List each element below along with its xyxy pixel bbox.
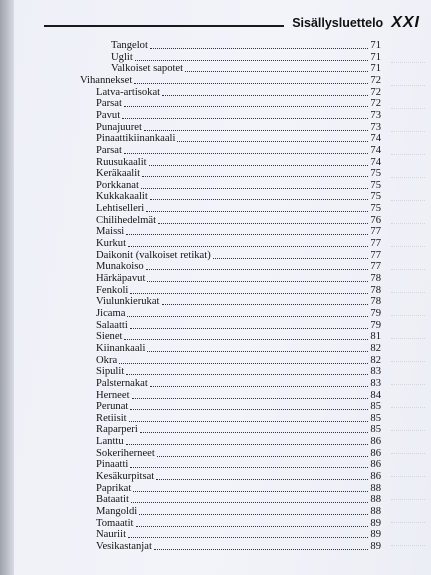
toc-entry	[96, 273, 381, 285]
dot-leader	[128, 537, 368, 538]
toc-entry-label: Pavut	[96, 109, 121, 121]
toc-entry	[96, 145, 381, 157]
toc-entry-label: Kesäkurpitsat	[96, 471, 155, 483]
toc-entry-page: 88	[370, 482, 381, 494]
toc-entry	[96, 390, 381, 402]
show-through-line	[391, 63, 425, 86]
toc-entry-page: 79	[370, 319, 381, 331]
toc-entry	[96, 436, 381, 448]
toc-entry-page: 86	[370, 447, 381, 459]
toc-entry-label: Kiinankaali	[96, 342, 146, 354]
show-through-line	[391, 155, 425, 178]
dot-leader	[141, 188, 368, 189]
toc-entry-page: 72	[370, 86, 381, 98]
toc-entry	[96, 483, 381, 495]
show-through-line	[391, 454, 425, 477]
toc-entry	[111, 52, 381, 64]
toc-entry	[96, 122, 381, 134]
dot-leader	[119, 363, 368, 364]
dot-leader	[124, 339, 368, 340]
toc-entry-page: 77	[370, 261, 381, 273]
toc-entry-label: Sipulit	[96, 366, 125, 378]
toc-entry-label: Härkäpavut	[96, 273, 146, 284]
toc-entry-label: Herneet	[96, 389, 130, 401]
toc-entry	[96, 168, 381, 180]
toc-entry-page: 73	[370, 121, 381, 133]
toc-entry	[96, 191, 381, 203]
toc-entry	[96, 401, 381, 413]
page-gutter-shadow	[0, 0, 14, 575]
toc-entry-label: Perunat	[96, 401, 129, 413]
dot-leader	[130, 409, 368, 410]
toc-entry-label: Palsternakat	[96, 377, 148, 389]
toc-entry-page: 71	[370, 51, 381, 63]
dot-leader	[126, 444, 369, 445]
toc-entry-label: Raparperi	[96, 424, 138, 436]
toc-entry-label: Lanttu	[96, 436, 124, 448]
dot-leader	[162, 304, 369, 305]
toc-entry	[96, 157, 381, 169]
toc-entry	[96, 506, 381, 518]
toc-entry-label: Vihannekset	[80, 74, 133, 86]
dot-leader	[124, 106, 369, 107]
dot-leader	[157, 456, 369, 457]
toc-entry-page: 72	[370, 98, 381, 110]
toc-entry-label: Parsat	[96, 144, 122, 156]
page-number: XXI	[391, 14, 420, 31]
dot-leader	[127, 316, 368, 317]
toc-entry-page: 71	[370, 40, 381, 51]
page-title: Sisällysluettelo	[292, 16, 384, 30]
show-through-line	[391, 385, 425, 408]
toc-entry-label: Latva-artisokat	[96, 86, 161, 98]
toc-entry-page: 89	[370, 540, 381, 552]
toc-entry-label: Retiisit	[96, 412, 127, 424]
dot-leader	[136, 526, 369, 527]
toc-entry-label: Jicama	[96, 307, 126, 319]
toc-entry	[96, 308, 381, 320]
dot-leader	[147, 281, 368, 282]
show-through-line	[391, 178, 425, 201]
dot-leader	[154, 549, 369, 550]
toc-entry-page: 76	[370, 214, 381, 226]
running-header	[44, 10, 420, 32]
dot-leader	[130, 467, 368, 468]
dot-leader	[147, 351, 368, 352]
toc-entry-label: Uglit	[111, 51, 133, 63]
toc-entry-page: 77	[370, 238, 381, 250]
toc-entry	[96, 238, 381, 250]
show-through-line	[391, 362, 425, 385]
toc-entry	[111, 40, 381, 52]
toc-entry-page: 82	[370, 342, 381, 354]
show-through-line	[391, 500, 425, 523]
dot-leader	[185, 71, 368, 72]
toc-entry-label: Valkoiset sapotet	[111, 63, 184, 75]
dot-leader	[139, 514, 368, 515]
dot-leader	[140, 432, 369, 433]
toc-entry	[96, 529, 381, 541]
show-through-lines	[391, 40, 425, 560]
toc-entry-page: 81	[370, 331, 381, 343]
dot-leader	[158, 223, 368, 224]
dot-leader	[130, 328, 369, 329]
toc-entry-label: Tomaatit	[96, 517, 134, 529]
toc-entry-page: 77	[370, 249, 381, 261]
toc-entry-label: Kurkut	[96, 238, 127, 250]
toc-entry-label: Porkkanat	[96, 179, 139, 191]
toc-entry-label: Okra	[96, 354, 118, 366]
show-through-line	[391, 339, 425, 362]
dot-leader	[162, 95, 368, 96]
toc-entry-page: 89	[370, 529, 381, 541]
dot-leader	[146, 211, 368, 212]
toc-entry-page: 75	[370, 203, 381, 215]
toc-entry-page: 75	[370, 179, 381, 191]
dot-leader	[144, 130, 369, 131]
toc-entry	[96, 424, 381, 436]
toc-entry	[96, 343, 381, 355]
toc-entry-label: Viulunkierukat	[96, 296, 160, 308]
dot-leader	[156, 479, 368, 480]
toc-entry-page: 82	[370, 354, 381, 366]
show-through-line	[391, 523, 425, 546]
show-through-line	[391, 270, 425, 293]
toc-entry-label: Maissi	[96, 226, 125, 238]
dot-leader	[146, 269, 369, 270]
toc-entry-page: 86	[370, 436, 381, 448]
toc-entry	[111, 63, 381, 75]
toc-entry	[96, 355, 381, 367]
toc-entry-label: Lehtiselleri	[96, 203, 145, 215]
toc-entry-label: Bataatit	[96, 494, 129, 506]
toc-entry-label: Nauriit	[96, 529, 127, 541]
dot-leader	[126, 374, 368, 375]
toc-entry-label: Punajuuret	[96, 121, 142, 133]
toc-entry-page: 89	[370, 517, 381, 529]
show-through-line	[391, 109, 425, 132]
toc-entry-page: 74	[370, 133, 381, 145]
toc-entry-page: 85	[370, 424, 381, 436]
toc-entry-label: Fenkoli	[96, 284, 129, 296]
toc-entry-page: 78	[370, 296, 381, 308]
toc-entry-label: Pinaattikiinankaali	[96, 133, 176, 145]
show-through-line	[391, 132, 425, 155]
show-through-line	[391, 86, 425, 109]
toc-entry	[96, 180, 381, 192]
show-through-line	[391, 224, 425, 247]
toc-entry	[96, 448, 381, 460]
toc-entry-label: Kukkakaalit	[96, 191, 148, 203]
toc-entry-page: 77	[370, 226, 381, 238]
show-through-line	[391, 431, 425, 454]
toc-entry-page: 78	[370, 273, 381, 284]
toc-entry-page: 73	[370, 109, 381, 121]
toc-entry-page: 75	[370, 168, 381, 180]
toc-entry-page: 71	[370, 63, 381, 75]
toc-entry-label: Mangoldi	[96, 506, 138, 517]
dot-leader	[128, 246, 368, 247]
dot-leader	[122, 118, 368, 119]
toc-entry-page: 75	[370, 191, 381, 203]
toc-entry-page: 74	[370, 156, 381, 168]
toc-entry-page: 86	[370, 471, 381, 483]
toc-entry-label: Daikonit (valkoiset retikat)	[96, 249, 211, 261]
toc-entry-label: Parsat	[96, 98, 122, 110]
toc-entry-page: 85	[370, 412, 381, 424]
toc-entry	[96, 494, 381, 506]
show-through-line	[391, 293, 425, 316]
toc-entry-label: Tangelot	[111, 40, 148, 51]
toc-entry	[80, 75, 381, 87]
dot-leader	[150, 48, 368, 49]
toc-entry	[96, 366, 381, 378]
dot-leader	[150, 199, 369, 200]
toc-entry	[96, 413, 381, 425]
toc-entry	[96, 285, 381, 297]
toc-entry-label: Vesikastanjat	[96, 540, 152, 552]
show-through-line	[391, 477, 425, 500]
toc-entry	[96, 261, 381, 273]
toc-entry-page: 83	[370, 366, 381, 378]
dot-leader	[150, 386, 369, 387]
dot-leader	[149, 165, 369, 166]
toc-entry-page: 74	[370, 144, 381, 156]
toc-entry	[96, 87, 381, 99]
toc-entry-page: 86	[370, 459, 381, 471]
show-through-line	[391, 40, 425, 63]
dot-leader	[132, 398, 369, 399]
toc-entry-label: Sienet	[96, 331, 123, 343]
dot-leader	[213, 258, 369, 259]
toc-entry	[96, 459, 381, 471]
show-through-line	[391, 408, 425, 431]
toc-entry-label: Keräkaalit	[96, 168, 141, 180]
toc-entry-page: 88	[370, 506, 381, 517]
dot-leader	[124, 153, 369, 154]
toc-entry	[96, 518, 381, 530]
show-through-line	[391, 316, 425, 339]
show-through-line	[391, 201, 425, 224]
toc-entry	[96, 215, 381, 227]
toc-entry	[96, 250, 381, 262]
toc-entry-page: 85	[370, 401, 381, 413]
toc-entry-page: 83	[370, 377, 381, 389]
dot-leader	[142, 176, 368, 177]
dot-leader	[134, 83, 368, 84]
show-through-line	[391, 247, 425, 270]
toc-entry	[96, 320, 381, 332]
toc-entry-page: 84	[370, 389, 381, 401]
toc-entry-page: 88	[370, 494, 381, 506]
dot-leader	[135, 60, 369, 61]
toc-entry	[96, 98, 381, 110]
dot-leader	[177, 141, 368, 142]
toc-entry	[96, 331, 381, 343]
toc-entry-label: Ruusukaalit	[96, 156, 147, 168]
dot-leader	[129, 421, 369, 422]
toc-entry	[96, 296, 381, 308]
toc-entry-page: 79	[370, 307, 381, 319]
dot-leader	[126, 234, 368, 235]
toc-entry-label: Pinaatti	[96, 459, 129, 471]
header-rule	[44, 25, 284, 27]
toc-entry	[96, 226, 381, 238]
toc-entry-label: Paprikat	[96, 482, 132, 494]
dot-leader	[131, 502, 368, 503]
toc-entry-label: Munakoiso	[96, 261, 144, 273]
dot-leader	[133, 491, 368, 492]
toc-entry-page: 78	[370, 284, 381, 296]
toc-entry	[96, 541, 381, 553]
toc-entry	[96, 471, 381, 483]
toc-entry-label: Sokeriherneet	[96, 447, 155, 459]
toc-entry-page: 72	[370, 74, 381, 86]
dot-leader	[130, 293, 368, 294]
toc-entry	[96, 203, 381, 215]
toc-entry	[96, 110, 381, 122]
toc-entry	[96, 133, 381, 145]
toc-entry	[96, 378, 381, 390]
toc-entry-label: Chilihedelmät	[96, 214, 157, 226]
toc-entry-label: Salaatti	[96, 319, 128, 331]
